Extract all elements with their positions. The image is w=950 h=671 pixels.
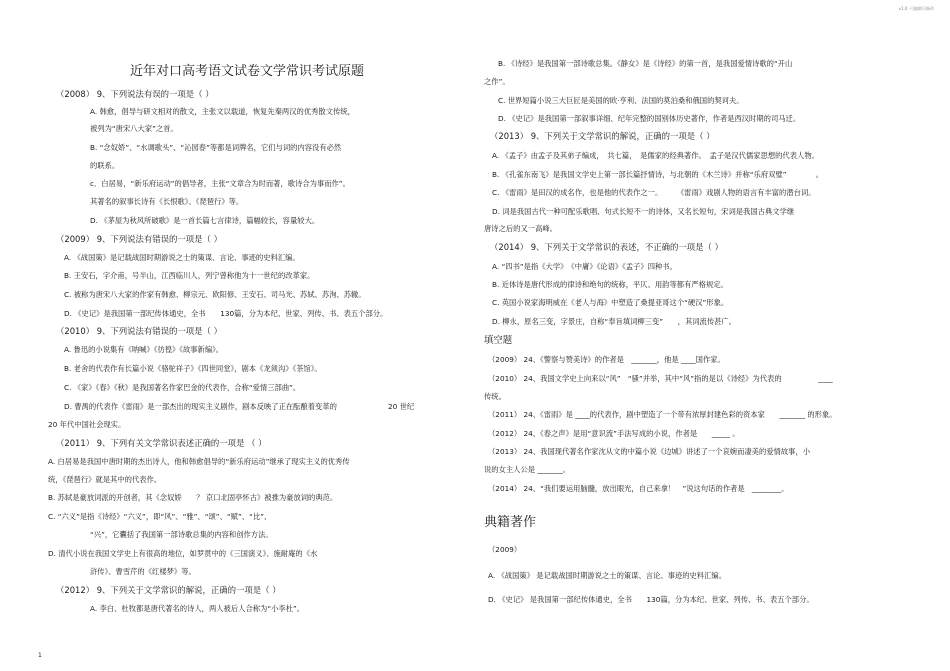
option-line: C. 英国小说家海明威在《老人与海》中塑造了桑提亚哥这个“硬汉”形象。: [492, 298, 729, 307]
question-2010: （2010） 9、下列说法有错误的一项是（ ）: [56, 326, 222, 336]
page-number: 1: [38, 652, 42, 659]
option-line: C. 被称为唐宋八大家的作家有韩愈、柳宗元、欧阳修、王安石、司马光、苏轼、苏洵、苏辙。: [64, 290, 366, 299]
section-heading-classics: 典籍著作: [484, 515, 537, 530]
option-line: B. “念奴娇”、“水调歌头”、“沁园春”等都是词牌名，它们与词的内容没有必然: [90, 143, 342, 152]
question-2012: （2012） 9、下列关于文学常识的解说，正确的一项是（ ）: [56, 585, 281, 595]
option-line: A. “四书”是指《大学》 《中庸》《论语》《孟子》四种书。: [492, 262, 677, 271]
document-title: 近年对口高考语文试卷文学常识考试原题: [130, 64, 365, 79]
option-line: D. 清代小说在我国文学史上有很高的地位，如罗贯中的《三国演义》、施耐庵的《水: [48, 549, 318, 558]
option-line: B. 《孔雀东南飞》是我国文学史上第一部长篇抒情诗，与北朝的《木兰诗》并称“乐府双璧” 。: [492, 170, 823, 179]
option-line: 被列为“唐宋八大家”之首。: [90, 124, 178, 133]
fill-blank-line: （2014） 24、“我们要运用脑髓，放出眼光，自己来拿！ ”说这句话的作者是 ________。: [488, 484, 789, 493]
fill-blank-line: 说的女主人公是 _______。: [484, 465, 571, 474]
question-2008: （2008） 9、下列说法有误的一项是（ ）: [56, 89, 214, 99]
option-line: D. 《茅屋为秋风所破歌》是一首长篇七言律诗，篇幅较长，容量较大。: [90, 216, 320, 225]
option-line: 20 年代中国社会现实。: [48, 420, 126, 429]
option-line: D. 《史记》是我国第一部叙事详细、纪年完整的国别体历史著作，作者是西汉时期的司马迁。: [498, 114, 801, 123]
option-line: D. 词是我国古代一种可配乐歌唱、句式长短不一的诗体，又名长短句，宋词是我国古典文学继: [492, 207, 795, 216]
option-line: 浒传》、曹雪芹的《红楼梦》等。: [90, 567, 196, 576]
option-line: A. 《孟子》由孟子及其弟子编成， 共七篇， 是儒家的经典著作。 孟子是汉代儒家思想的代表人物。: [492, 151, 819, 160]
option-line: 统，《琵琶行》就是其中的代表作。: [48, 475, 162, 484]
option-line: B. 王安石，字介甫，号半山，江西临川人，列宁曾称他为十一世纪的改革家。: [64, 271, 315, 280]
option-line: A. 白居易是我国中唐时期的杰出诗人，他和韩愈倡导的“新乐府运动”继承了现实主义的优秀传: [48, 457, 350, 466]
question-2014: （2014） 9、下列关于文学常识的表述，不正确的一项是（ ）: [490, 242, 723, 252]
option-line: D. 《史记》是我国第一部纪传体通史，全书 130篇，分为本纪、世家、列传、书、表五个部分。: [64, 309, 388, 318]
question-2013: （2013） 9、下列关于文学常识的解说，正确的一项是（ ）: [490, 131, 715, 141]
classics-line: A. 《战国策》 是记载战国时期游说之士的策谋、言论、事迹的史料汇编。: [488, 571, 727, 580]
fill-blank-line: （2009） 24、《警察与赞美诗》的作者是 _______，他是 ____国作家。: [488, 355, 725, 364]
option-line: D. 曹禺的代表作《雷雨》是一部杰出的现实主义剧作，剧本反映了正在酝酿着变革的 20 世纪: [64, 402, 415, 411]
option-line: 唐诗之后的又一高峰。: [484, 224, 557, 233]
option-line: 的联系。: [90, 161, 120, 170]
question-2011: （2011） 9、下列有关文学常识表述正确的一项是 （ ）: [56, 438, 267, 448]
classics-line: D. 《史记》 是我国第一部纪传体通史，全书 130篇，分为本纪、世家、列传、书、表五个部分。: [488, 595, 814, 604]
year-label: （2009）: [488, 545, 522, 554]
fill-blank-line: 传统。: [484, 392, 506, 401]
option-line: c．白居易，“新乐府运动”的倡导者，主张“文章合为时而著，歌诗合为事而作”。: [90, 179, 350, 188]
option-line: B. 老舍的代表作有长篇小说《骆驼祥子》《四世同堂》，剧本《龙须沟》《茶馆》。: [64, 364, 322, 373]
option-line: D. 柳永，原名三变，字景庄，自称“奉旨填词柳三变” ，其词流传甚广。: [492, 317, 737, 326]
header-watermark: v1.0 ·可编辑可修改: [898, 6, 934, 11]
option-line: A. 李白、杜牧都是唐代著名的诗人，两人被后人合称为“小李杜”。: [90, 604, 305, 613]
option-line: B. 《诗经》是我国第一部诗歌总集。《静女》是《诗经》的第一首，是我国爱情诗歌的“开山: [498, 59, 793, 68]
option-line: 其著名的叙事长诗有《长恨歌》、《琵琶行》等。: [90, 197, 244, 206]
fill-blank-line: （2013） 24、我国现代著名作家沈从文的中篇小说《边城》讲述了一个哀婉而凄美的爱情故事，小: [488, 447, 811, 456]
option-line: C. 世界短篇小说三大巨匠是美国的欧·亨利、法国的莫泊桑和俄国的契诃夫。: [498, 96, 744, 105]
question-2009: （2009） 9、下列说法有错误的一项是（ ）: [56, 234, 222, 244]
option-line: 之作”。: [484, 77, 510, 86]
option-line: A. 韩愈，倡导与研文相对的散文，主张文以载道，恢复先秦两汉的优秀散文传统，: [90, 107, 355, 116]
option-line: B. 苏轼是豪放词派的开创者，其《念奴娇 ？ 京口北固亭怀古》被推为豪放词的典范。: [48, 493, 338, 502]
option-line: A. 《战国策》是记载战国时期游说之士的策谋、言论、事迹的史料汇编。: [64, 253, 300, 262]
fill-blank-line: （2012） 24、《春之声》是用“意识流”手法写成的小说，作者是 _____ 。: [488, 429, 740, 438]
option-line: B. 近体诗是唐代形成的律诗和绝句的统称，平仄、用韵等都有严格规定。: [492, 280, 728, 289]
section-heading-fill-blank: 填空题: [484, 335, 513, 346]
option-line: C. 《雷雨》是田汉的成名作，也是他的代表作之一。 《雷雨》戏剧人物的语言有丰富的潜台词。: [492, 188, 816, 197]
option-line: C. “六义”是指《诗经》“六义”，即“风”、“雅”、“颂”、“赋”、“比”、: [48, 512, 272, 521]
fill-blank-line: （2011） 24、《雷雨》是 ____的代表作，剧中塑造了一个带有浓厚封建色彩的资本家 _______ 的形象。: [488, 410, 837, 419]
option-line: A. 鲁迅的小说集有《呐喊》《彷徨》《故事新编》。: [64, 345, 224, 354]
fill-blank-line: （2010） 24、我国文学史上向来以“风” “骚”并举，其中“风”指的是以《诗经》为代表的 ____: [488, 374, 833, 383]
option-line: “兴”，它囊括了我国第一部诗歌总集的内容和创作方法。: [90, 530, 273, 539]
option-line: C. 《家》《春》《秋》是我国著名作家巴金的代表作，合称“爱情三部曲”。: [64, 383, 301, 392]
